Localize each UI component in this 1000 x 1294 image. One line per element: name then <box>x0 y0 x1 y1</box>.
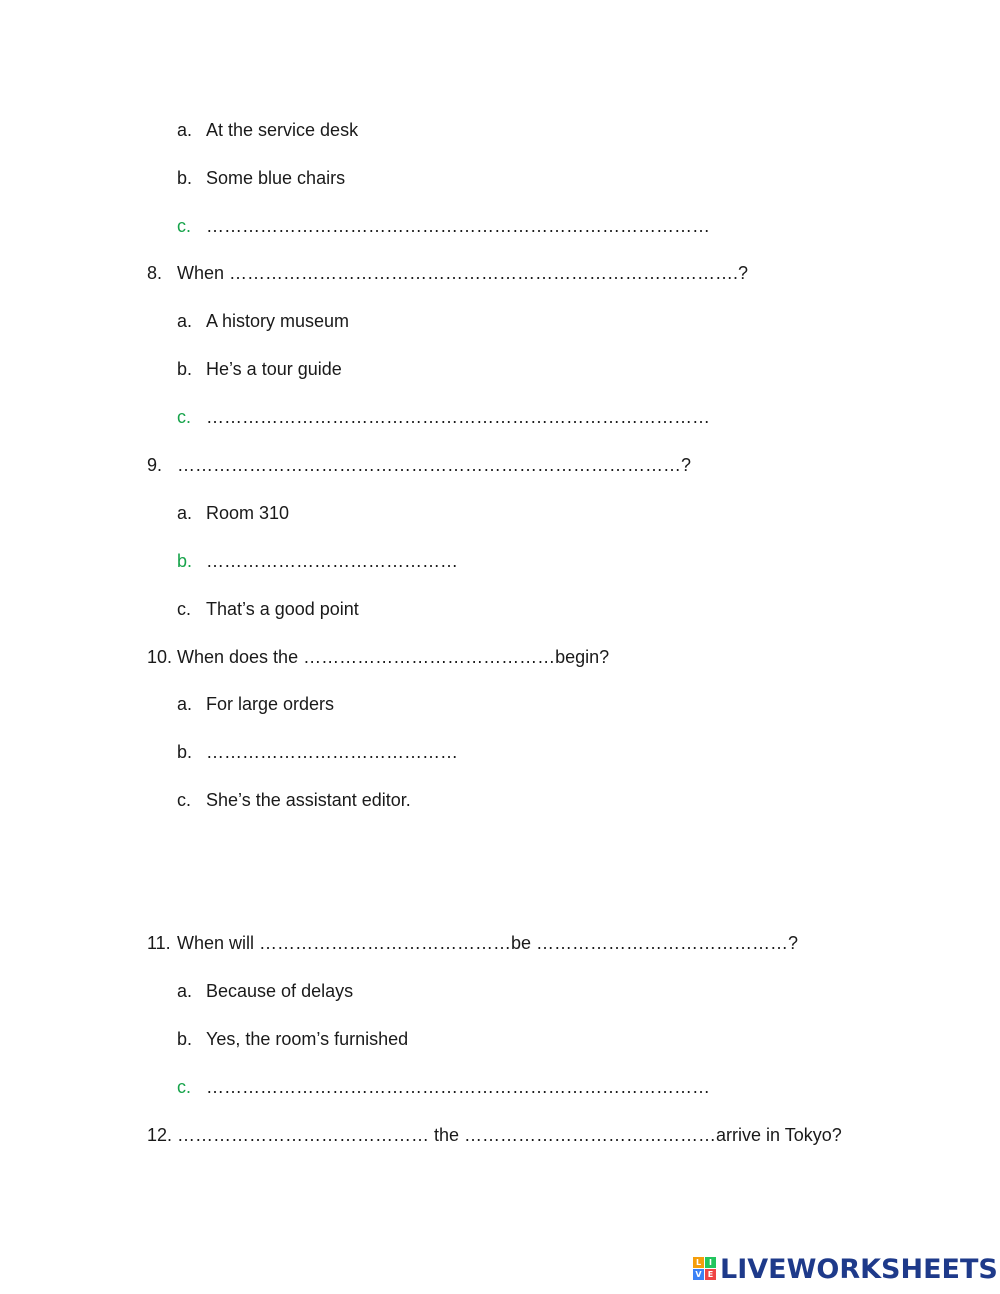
option-letter: b. <box>177 551 193 571</box>
option-text: Yes, the room’s furnished <box>206 1029 409 1049</box>
option-b-blank[interactable] <box>177 741 458 763</box>
option-letter: a. <box>177 981 193 1001</box>
question-number: 10. <box>147 647 173 667</box>
option-c-blank[interactable] <box>177 215 710 237</box>
option-letter: c. <box>177 407 192 427</box>
answer-blank[interactable]: ………………………………………………………………………… <box>206 1077 710 1097</box>
option-c <box>177 789 411 811</box>
option-c-blank[interactable] <box>177 406 710 428</box>
logo-mark-cell: L <box>693 1257 704 1268</box>
option-text: Some blue chairs <box>206 168 346 188</box>
option-text: A history museum <box>206 311 350 331</box>
question-number: 8. <box>147 263 163 283</box>
option-a <box>177 693 334 715</box>
option-text: Because of delays <box>206 981 354 1001</box>
logo-mark-cell: E <box>705 1269 716 1280</box>
option-letter: c. <box>177 790 192 810</box>
option-letter: a. <box>177 503 193 523</box>
answer-blank[interactable]: ………………………………………………………………………… <box>206 407 710 427</box>
option-letter: a. <box>177 120 193 140</box>
option-letter: b. <box>177 168 193 188</box>
question-8 <box>147 262 748 284</box>
option-letter: b. <box>177 359 193 379</box>
option-letter: a. <box>177 311 193 331</box>
option-b <box>177 358 342 380</box>
logo-mark-cell: V <box>693 1269 704 1280</box>
option-text: That’s a good point <box>206 599 359 619</box>
question-10 <box>147 646 609 668</box>
option-letter: c. <box>177 599 192 619</box>
question-text[interactable]: When will ……………………………………be ……………………………………? <box>177 933 799 953</box>
option-b-blank[interactable] <box>177 550 458 572</box>
option-text: She’s the assistant editor. <box>206 790 411 810</box>
option-c-blank[interactable] <box>177 1076 710 1098</box>
question-9 <box>147 454 691 476</box>
logo-mark-icon <box>693 1257 717 1281</box>
option-text: Room 310 <box>206 503 290 523</box>
liveworksheets-logo <box>693 1254 998 1284</box>
option-c <box>177 598 359 620</box>
answer-blank[interactable]: …………………………………… <box>206 742 458 762</box>
logo-text: LIVEWORKSHEETS <box>720 1253 998 1285</box>
question-number: 12. <box>147 1125 173 1145</box>
option-a <box>177 980 353 1002</box>
question-number: 9. <box>147 455 163 475</box>
option-b <box>177 1028 408 1050</box>
question-number: 11. <box>147 933 171 953</box>
option-a <box>177 502 289 524</box>
question-blank[interactable]: …………………………………………………………………………? <box>177 455 692 475</box>
question-text[interactable]: When does the ……………………………………begin? <box>177 647 610 667</box>
logo-mark-cell: I <box>705 1257 716 1268</box>
question-11 <box>147 932 798 954</box>
option-letter: b. <box>177 742 193 762</box>
option-a <box>177 119 358 141</box>
question-text[interactable]: …………………………………… the ……………………………………arrive in Tokyo? <box>177 1125 842 1145</box>
question-text[interactable]: When ………………………………………………………………………….? <box>177 263 749 283</box>
option-text: At the service desk <box>206 120 359 140</box>
option-b <box>177 167 345 189</box>
option-letter: b. <box>177 1029 193 1049</box>
option-letter: a. <box>177 694 193 714</box>
option-text: He’s a tour guide <box>206 359 342 379</box>
question-12 <box>147 1124 842 1146</box>
answer-blank[interactable]: …………………………………… <box>206 551 458 571</box>
option-text: For large orders <box>206 694 335 714</box>
answer-blank[interactable]: ………………………………………………………………………… <box>206 216 710 236</box>
option-letter: c. <box>177 216 192 236</box>
option-letter: c. <box>177 1077 192 1097</box>
option-a <box>177 310 349 332</box>
